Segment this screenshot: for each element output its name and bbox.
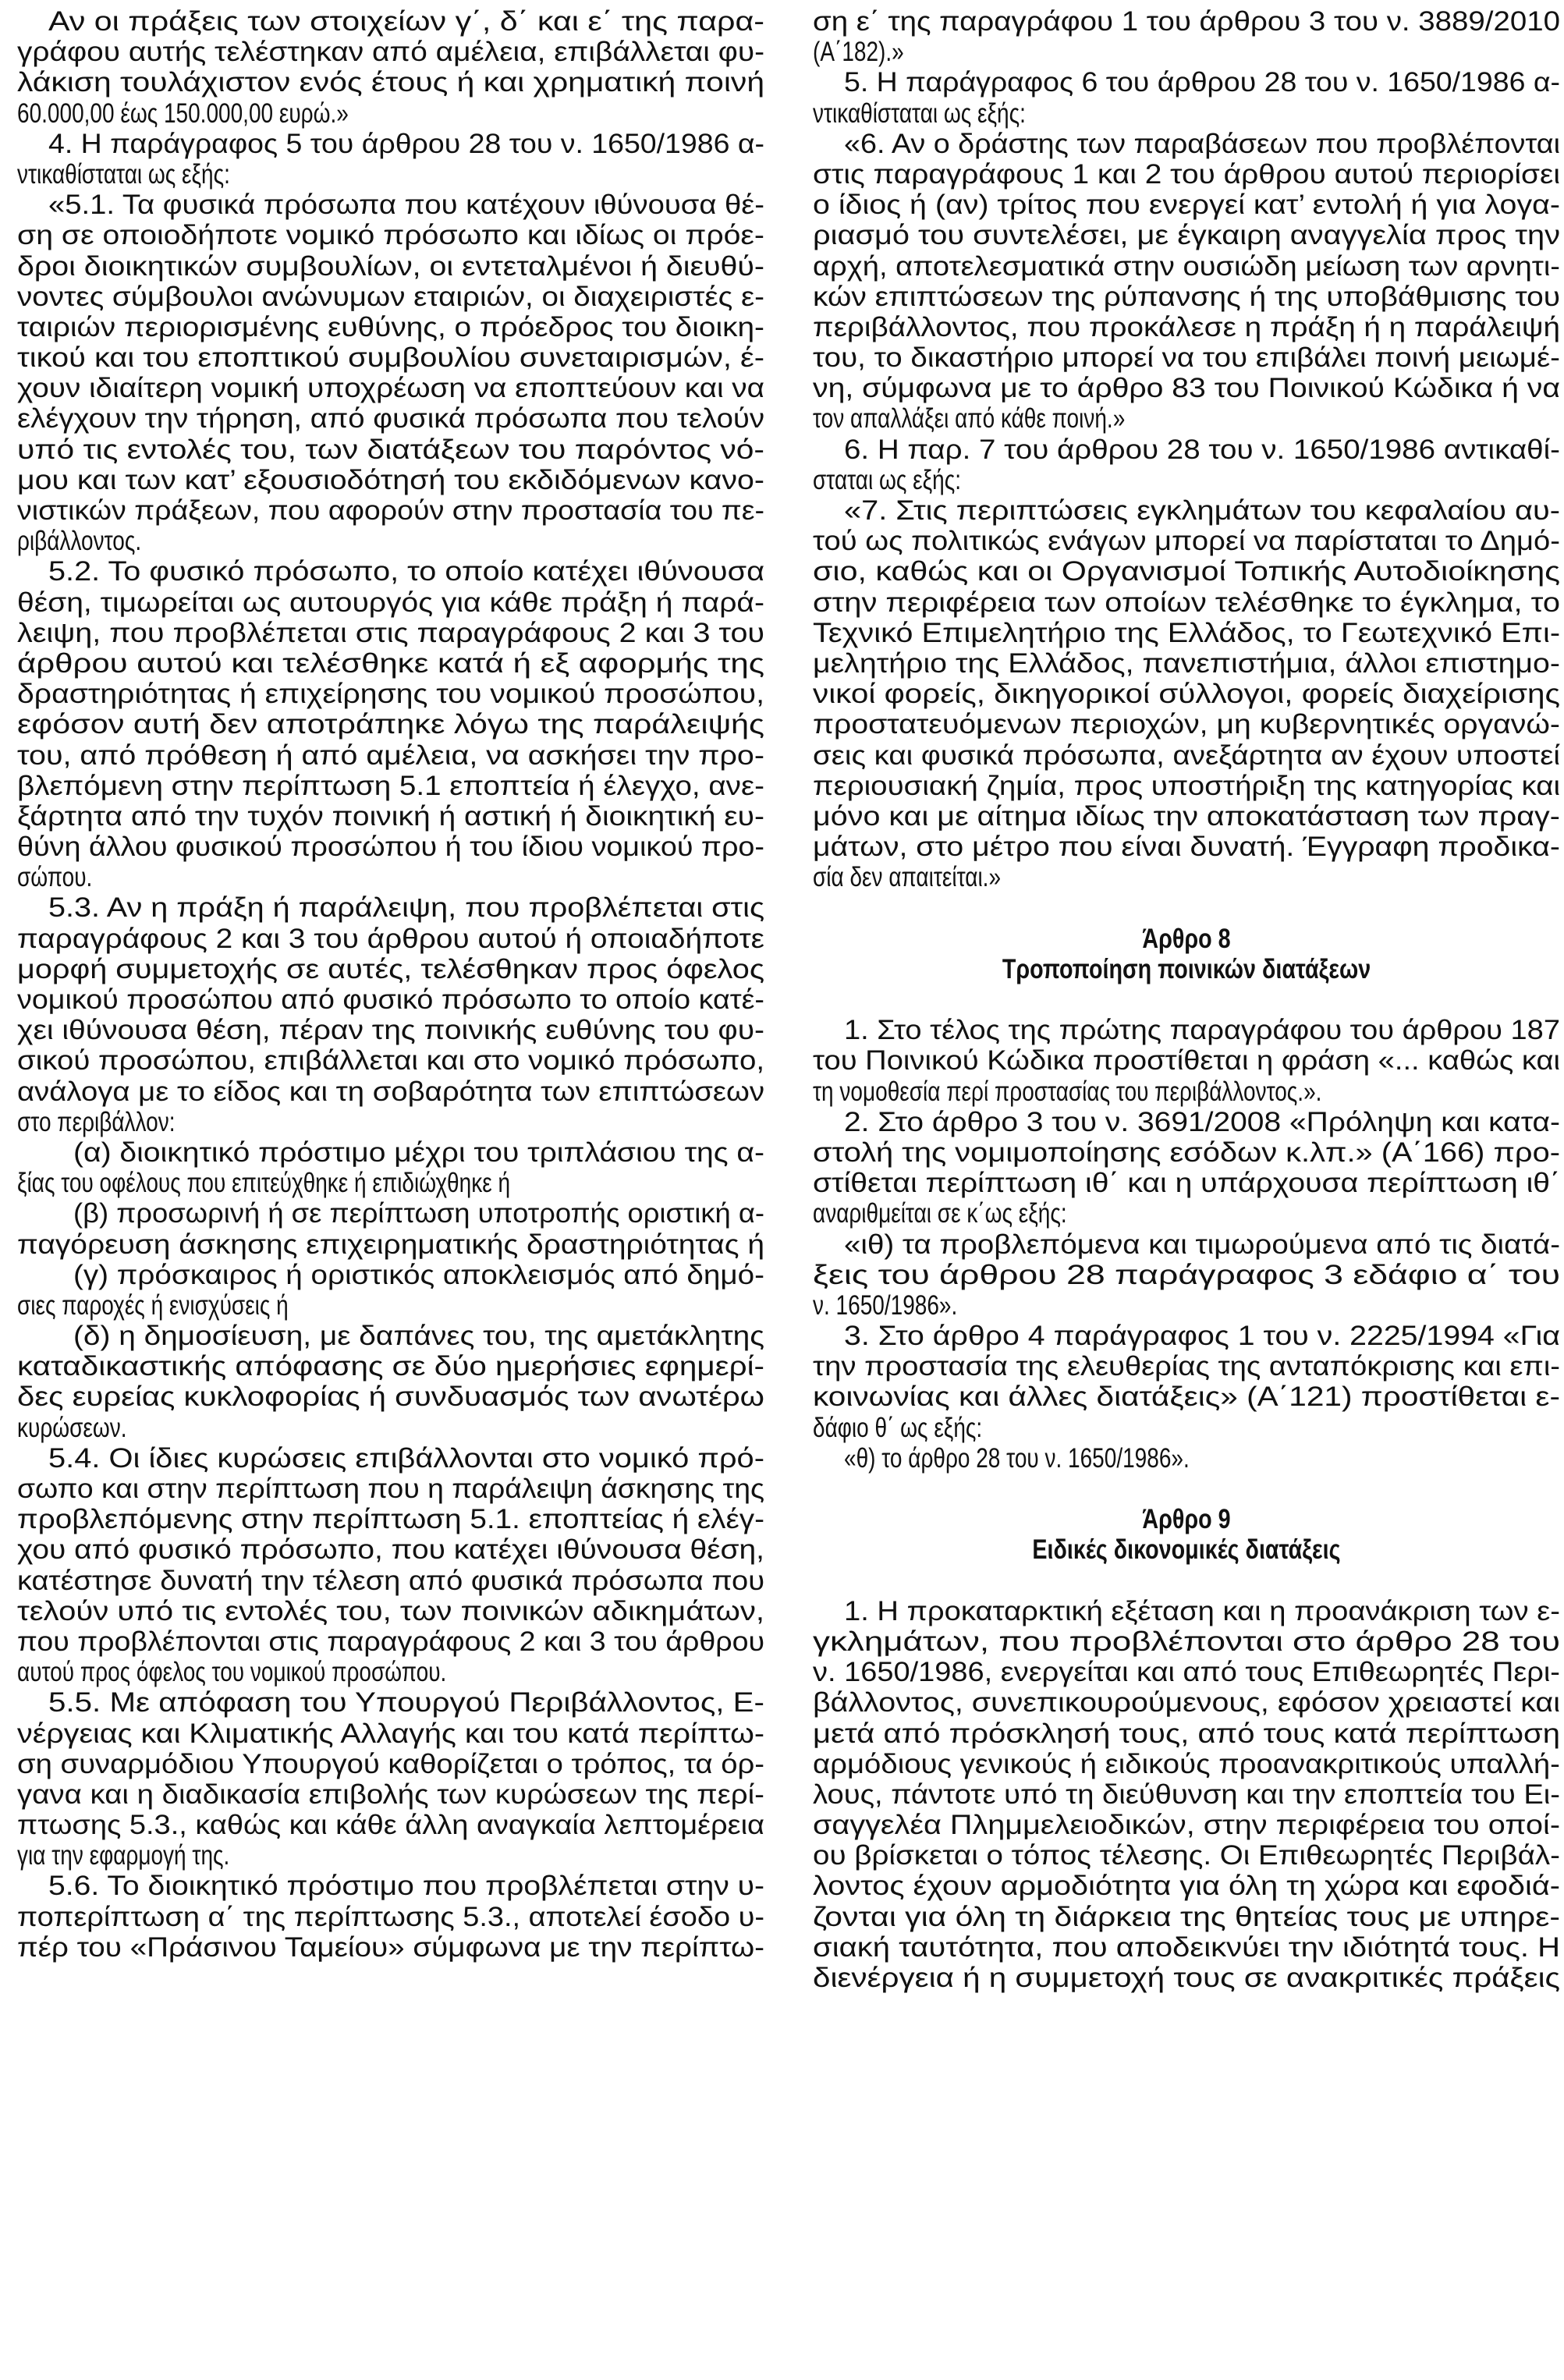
text-line bbox=[813, 67, 1560, 98]
text-line bbox=[17, 403, 764, 434]
text-line bbox=[813, 1076, 1560, 1107]
text-line-content: σαγγελέα Πλημμελειοδικών, στην περιφέρεια του οποί- bbox=[813, 1810, 1561, 1841]
text-line bbox=[813, 495, 1560, 526]
text-line-content: μάτων, στο μέτρο που είναι δυνατή. Έγγραφη προδικα- bbox=[813, 832, 1560, 863]
right-column bbox=[813, 6, 1560, 1993]
text-line-content: κοινωνίας και άλλες διατάξεις» (Α΄121) προστίθεται ε- bbox=[813, 1382, 1560, 1413]
text-line-content: 60.000,00 έως 150.000,00 ευρώ.» bbox=[17, 98, 349, 129]
text-line-content: κών επιπτώσεων της ρύπανσης ή της υποβάθμισης του bbox=[813, 281, 1561, 312]
text-line-content: ση συναρμόδιου Υπουργού καθορίζεται ο τρόπος, τα όρ- bbox=[17, 1748, 764, 1779]
text-line-content: ταιριών περιορισμένης ευθύνης, ο πρόεδρος του διοικη- bbox=[17, 311, 764, 342]
text-line-content: νιστικών πράξεων, που αφορούν στην προστασία του πε- bbox=[17, 495, 765, 526]
text-line bbox=[17, 1321, 764, 1351]
text-line bbox=[17, 1107, 764, 1137]
text-line bbox=[17, 1779, 764, 1810]
text-line-content: ξίας του οφέλους που επιτεύχθηκε ή επιδιώχθηκε ή bbox=[17, 1168, 511, 1199]
text-line bbox=[813, 1443, 1560, 1474]
article-9-body bbox=[813, 1596, 1560, 1993]
text-line bbox=[813, 1168, 1560, 1198]
text-line bbox=[813, 1932, 1560, 1963]
text-line-content: περιβάλλοντος, που προκάλεσε η πράξη ή η παράλειψή bbox=[813, 311, 1560, 342]
text-line bbox=[17, 1566, 764, 1596]
text-line bbox=[17, 648, 764, 679]
text-line-content: αναριθμείται σε κ΄ως εξής: bbox=[813, 1198, 1067, 1229]
text-line bbox=[17, 342, 764, 373]
text-line bbox=[17, 1902, 764, 1932]
text-line-content: στο περιβάλλον: bbox=[17, 1106, 176, 1137]
text-line bbox=[17, 465, 764, 495]
text-line bbox=[813, 801, 1560, 832]
text-line bbox=[813, 1687, 1560, 1718]
article-8-number: Άρθρο 8 bbox=[1142, 923, 1231, 954]
text-line bbox=[813, 1779, 1560, 1810]
text-line-content: 6. Η παρ. 7 του άρθρου 28 του ν. 1650/1986 αντικαθί- bbox=[844, 434, 1560, 465]
text-line-content: νομικού προσώπου από φυσικό πρόσωπο το οποίο κατέ- bbox=[17, 984, 764, 1015]
text-line-content: χουν ιδιαίτερη νομική υποχρέωση να εποπτεύουν και να bbox=[17, 373, 765, 404]
article-8-title: Τροποποίηση ποινικών διατάξεων bbox=[1002, 953, 1371, 984]
text-line-content: νικοί φορείς, δικηγορικοί σύλλογοι, φορείς διαχείρισης bbox=[813, 679, 1560, 710]
text-line bbox=[813, 1321, 1560, 1351]
text-line bbox=[17, 373, 764, 403]
text-line bbox=[813, 556, 1560, 587]
text-line-content: στις παραγράφους 1 και 2 του άρθρου αυτού περιορίσει bbox=[813, 158, 1560, 190]
text-line bbox=[813, 1290, 1560, 1321]
text-line bbox=[17, 924, 764, 954]
text-line-content: σταται ως εξής: bbox=[813, 464, 961, 495]
text-line-content: που προβλέπονται στις παραγράφους 2 και 3 του άρθρου bbox=[17, 1626, 765, 1657]
text-line bbox=[813, 526, 1560, 556]
text-line-content: (δ) η δημοσίευση, με δαπάνες του, της αμετάκλητης bbox=[73, 1321, 764, 1352]
text-line-content: ση ε΄ της παραγράφου 1 του άρθρου 3 του ν. 3889/2010 bbox=[813, 6, 1560, 37]
text-line bbox=[17, 1687, 764, 1718]
text-line-content: ν. 1650/1986». bbox=[813, 1289, 958, 1321]
text-line-content: «θ) το άρθρο 28 του ν. 1650/1986». bbox=[844, 1442, 1190, 1474]
text-line-content: (γ) πρόσκαιρος ή οριστικός αποκλεισμός από δημό- bbox=[73, 1259, 764, 1290]
text-line-content: (β) προσωρινή ή σε περίπτωση υποτροπής οριστική α- bbox=[73, 1198, 765, 1229]
text-line-content: 5.4. Οι ίδιες κυρώσεις επιβάλλονται στο νομικό πρό- bbox=[48, 1442, 764, 1474]
text-line-content: βλεπόμενη στην περίπτωση 5.1 εποπτεία ή έλεγχο, ανε- bbox=[17, 770, 765, 801]
text-line bbox=[813, 1413, 1560, 1443]
right-column-continuation bbox=[813, 6, 1560, 892]
text-line-content: «ιθ) τα προβλεπόμενα και τιμωρούμενα από τις διατά- bbox=[844, 1229, 1561, 1260]
text-line bbox=[17, 709, 764, 740]
text-line bbox=[17, 129, 764, 159]
text-line-content: 2. Στο άρθρο 3 του ν. 3691/2008 «Πρόληψη και κατα- bbox=[844, 1106, 1561, 1137]
text-line-content: ανάλογα με το είδος και τη σοβαρότητα των επιπτώσεων bbox=[17, 1076, 764, 1107]
text-line bbox=[813, 1045, 1560, 1076]
text-line bbox=[813, 37, 1560, 67]
text-line bbox=[17, 1168, 764, 1198]
text-line bbox=[813, 159, 1560, 190]
text-line bbox=[17, 587, 764, 618]
text-line bbox=[17, 1932, 764, 1963]
text-line bbox=[17, 1382, 764, 1412]
text-line bbox=[17, 1657, 764, 1687]
text-line-content: δροι διοικητικών συμβουλίων, οι εντεταλμένοι ή διευθύ- bbox=[17, 250, 765, 282]
text-line-content: «6. Αν ο δράστης των παραβάσεων που προβλέπονται bbox=[844, 128, 1561, 159]
text-line bbox=[813, 648, 1560, 679]
text-line-content: υπό τις εντολές του, των διατάξεων του παρόντος νό- bbox=[17, 434, 765, 465]
text-line-content: ριβάλλοντος. bbox=[17, 526, 142, 557]
text-line bbox=[813, 1810, 1560, 1840]
text-line bbox=[17, 679, 764, 709]
text-line bbox=[17, 771, 764, 801]
text-line-content: λοντος έχουν αρμοδιότητα για όλη τη χώρα και εφοδιά- bbox=[813, 1871, 1560, 1902]
spacer bbox=[813, 1566, 1560, 1596]
text-line-content: 5.6. Το διοικητικό πρόστιμο που προβλέπεται στην υ- bbox=[48, 1871, 765, 1902]
article-9-number: Άρθρο 9 bbox=[1142, 1504, 1231, 1535]
text-line-content: ξεις του άρθρου 28 παράγραφος 3 εδάφιο α΄ του bbox=[813, 1259, 1560, 1290]
text-line bbox=[17, 1626, 764, 1657]
text-line bbox=[813, 1382, 1560, 1412]
text-line bbox=[17, 801, 764, 832]
text-line-content: πτωσης 5.3., καθώς και κάθε άλλη αναγκαία λεπτομέρεια bbox=[17, 1810, 765, 1841]
text-line-content: σιες παροχές ή ενισχύσεις ή bbox=[17, 1289, 289, 1321]
text-line-content: άρθρου αυτού και τελέσθηκε κατά ή εξ αφορμής της bbox=[17, 647, 764, 679]
text-line bbox=[813, 373, 1560, 403]
text-line-content: κατέστησε δυνατή την τέλεση από φυσικά πρόσωπα που bbox=[17, 1565, 765, 1596]
text-line bbox=[813, 465, 1560, 495]
text-line-content: σώπου. bbox=[17, 862, 93, 893]
text-line-content: «7. Στις περιπτώσεις εγκλημάτων του κεφαλαίου αυ- bbox=[844, 495, 1560, 526]
text-line-content: δες ευρείας κυκλοφορίας ή συνδυασμός των ανωτέρω bbox=[17, 1382, 764, 1413]
text-line-content: του, το δικαστήριο μπορεί να του επιβάλει ποινή μειωμέ- bbox=[813, 342, 1560, 374]
text-line bbox=[17, 1810, 764, 1840]
text-line-content: χει ιθύνουσα θέση, πέραν της ποινικής ευθύνης του φυ- bbox=[17, 1015, 765, 1046]
text-line bbox=[17, 1474, 764, 1504]
text-line bbox=[813, 709, 1560, 740]
text-line bbox=[813, 862, 1560, 892]
text-line-content: μόνο και με αίτημα ιδίως την αποκατάσταση των πραγ- bbox=[813, 800, 1560, 832]
text-line-content: περιουσιακή ζημία, προς υποστήριξη της κατηγορίας και bbox=[813, 770, 1561, 801]
text-line bbox=[813, 1137, 1560, 1168]
text-line bbox=[17, 1718, 764, 1749]
text-line bbox=[17, 190, 764, 220]
text-line bbox=[17, 1260, 764, 1290]
text-line-content: δάφιο θ΄ ως εξής: bbox=[813, 1412, 983, 1443]
text-line-content: 5.3. Αν η πράξη ή παράλειψη, που προβλέπεται στις bbox=[48, 892, 765, 924]
text-line-content: σία δεν απαιτείται.» bbox=[813, 862, 1002, 893]
article-8-body bbox=[813, 1015, 1560, 1474]
text-line-content: στην περιφέρεια των οποίων τελέσθηκε το έγκλημα, το bbox=[813, 587, 1560, 618]
text-line bbox=[17, 1534, 764, 1565]
text-line-content: τικού και του εποπτικού συμβουλίου συνεταιρισμών, έ- bbox=[17, 342, 765, 374]
text-line-content: πέρ του «Πράσινου Ταμείου» σύμφωνα με την περίπτω- bbox=[17, 1931, 765, 1963]
text-line bbox=[17, 37, 764, 67]
text-line bbox=[17, 1596, 764, 1626]
text-line-content: ντικαθίσταται ως εξής: bbox=[17, 158, 230, 190]
text-line bbox=[17, 618, 764, 648]
text-line bbox=[813, 1107, 1560, 1137]
text-line-content: μορφή συμμετοχής σε αυτές, τελέσθηκαν προς όφελος bbox=[17, 953, 764, 984]
text-line bbox=[813, 1871, 1560, 1901]
spacer bbox=[813, 892, 1560, 923]
text-line bbox=[17, 312, 764, 342]
text-line-content: ριασμό του συντελέσει, με έγκαιρη αναγγελία προς την bbox=[813, 220, 1560, 251]
text-line bbox=[17, 1504, 764, 1534]
text-line bbox=[813, 435, 1560, 465]
text-line bbox=[813, 129, 1560, 159]
text-line-content: καταδικαστικής απόφασης σε δύο ημερήσιες εφημερί- bbox=[17, 1351, 764, 1382]
text-line-content: ντικαθίσταται ως εξής: bbox=[813, 98, 1026, 129]
text-line-content: σικού προσώπου, επιβάλλεται και στο νομικό πρόσωπο, bbox=[17, 1045, 765, 1076]
text-line bbox=[813, 1626, 1560, 1657]
text-line bbox=[17, 67, 764, 98]
spacer bbox=[813, 984, 1560, 1015]
text-line-content: προστατευόμενων περιοχών, μη κυβερνητικές οργανώ- bbox=[813, 709, 1560, 740]
text-line-content: αρμόδιους γενικούς ή ειδικούς προανακριτικούς υπαλλή- bbox=[813, 1748, 1560, 1779]
text-line bbox=[813, 312, 1560, 342]
text-line bbox=[813, 342, 1560, 373]
text-line-content: τού ως πολιτικώς ενάγων μπορεί να παρίσταται το Δημό- bbox=[813, 526, 1560, 557]
text-line-content: 5.2. Το φυσικό πρόσωπο, το οποίο κατέχει ιθύνουσα bbox=[48, 556, 765, 587]
text-line-content: Αν οι πράξεις των στοιχείων γ΄, δ΄ και ε΄ της παρα- bbox=[48, 6, 765, 37]
text-line-content: την προστασία της ελευθερίας της ανταπόκρισης και επι- bbox=[813, 1351, 1561, 1382]
text-line-content: σωπο και στην περίπτωση που η παράλειψη άσκησης της bbox=[17, 1474, 764, 1504]
text-line-content: τη νομοθεσία περί προστασίας του περιβάλλοντος.». bbox=[813, 1076, 1322, 1107]
text-line bbox=[17, 1749, 764, 1779]
text-line-content: 1. Στο τέλος της πρώτης παραγράφου του άρθρου 187 bbox=[844, 1015, 1560, 1046]
text-line bbox=[17, 6, 764, 37]
text-line-content: δραστηριότητας ή επιχείρησης του νομικού προσώπου, bbox=[17, 679, 764, 710]
text-line bbox=[17, 1290, 764, 1321]
text-line-content: γράφου αυτής τελέστηκαν από αμέλεια, επιβάλλεται φυ- bbox=[17, 37, 765, 68]
text-line-content: μου και των κατ’ εξουσιοδότησή του εκδιδόμενων κανο- bbox=[17, 464, 764, 495]
text-line bbox=[813, 832, 1560, 862]
text-line-content: 3. Στο άρθρο 4 παράγραφος 1 του ν. 2225/1994 «Για bbox=[844, 1321, 1560, 1352]
text-line-content: ν. 1650/1986, ενεργείται και από τους Επιθεωρητές Περι- bbox=[813, 1657, 1560, 1688]
text-line bbox=[813, 1749, 1560, 1779]
left-column bbox=[17, 6, 764, 1963]
text-line-content: του Ποινικού Κώδικα προστίθεται η φράση «... καθώς και bbox=[813, 1045, 1560, 1076]
text-line-content: εφόσον αυτή δεν αποτράπηκε λόγω της παράλειψής bbox=[17, 709, 764, 740]
text-line bbox=[813, 1840, 1560, 1871]
text-line bbox=[17, 1351, 764, 1382]
text-line bbox=[17, 435, 764, 465]
text-line bbox=[813, 1657, 1560, 1687]
text-line bbox=[17, 1076, 764, 1107]
text-line bbox=[813, 1963, 1560, 1993]
text-line bbox=[17, 159, 764, 190]
text-line bbox=[813, 403, 1560, 434]
text-line-content: στολή της νομιμοποίησης εσόδων κ.λπ.» (Α΄166) προ- bbox=[813, 1137, 1560, 1168]
text-line-content: νέργειας και Κλιματικής Αλλαγής και του κατά περίπτω- bbox=[17, 1718, 764, 1749]
text-line-content: θύνη άλλου φυσικού προσώπου ή του ίδιου νομικού προ- bbox=[17, 832, 764, 863]
text-line bbox=[813, 679, 1560, 709]
text-line bbox=[813, 1260, 1560, 1290]
article-9-title: Ειδικές δικονομικές διατάξεις bbox=[1032, 1534, 1341, 1566]
text-line bbox=[813, 771, 1560, 801]
text-line bbox=[813, 251, 1560, 282]
text-line bbox=[813, 6, 1560, 37]
text-line bbox=[17, 526, 764, 556]
text-line-content: παγόρευση άσκησης επιχειρηματικής δραστηριότητας ή bbox=[17, 1229, 765, 1260]
text-line-content: αρχή, αποτελεσματικά στην ουσιώδη μείωση των αρνητι- bbox=[813, 250, 1561, 282]
text-line bbox=[17, 740, 764, 771]
text-line-content: ζονται για όλη τη διάρκεια της θητείας τους με υπηρε- bbox=[813, 1901, 1560, 1932]
text-line bbox=[17, 832, 764, 862]
text-line bbox=[813, 1902, 1560, 1932]
text-line bbox=[17, 220, 764, 250]
text-line bbox=[813, 1198, 1560, 1229]
text-line bbox=[17, 1840, 764, 1871]
text-line bbox=[17, 1137, 764, 1168]
text-line bbox=[17, 1198, 764, 1229]
text-line bbox=[17, 495, 764, 526]
text-line-content: γκλημάτων, που προβλέπονται στο άρθρο 28 του bbox=[813, 1626, 1560, 1657]
text-line bbox=[813, 618, 1560, 648]
text-line-content: του, από πρόθεση ή από αμέλεια, να ασκήσει την προ- bbox=[17, 740, 764, 771]
text-line bbox=[17, 1413, 764, 1443]
text-line bbox=[813, 282, 1560, 312]
text-line bbox=[17, 892, 764, 923]
text-line bbox=[17, 1871, 764, 1901]
text-line bbox=[813, 220, 1560, 250]
text-line-content: «5.1. Τα φυσικά πρόσωπα που κατέχουν ιθύνουσα θέ- bbox=[48, 190, 765, 221]
text-line-content: ελέγχουν την τήρηση, από φυσικά πρόσωπα που τελούν bbox=[17, 403, 765, 435]
text-line-content: παραγράφους 2 και 3 του άρθρου αυτού ή οποιαδήποτε bbox=[17, 923, 764, 954]
text-line-content: 1. Η προκαταρκτική εξέταση και η προανάκριση των ε- bbox=[844, 1595, 1560, 1626]
text-line bbox=[17, 1229, 764, 1260]
text-line bbox=[17, 1045, 764, 1076]
text-line bbox=[17, 1015, 764, 1045]
text-line bbox=[813, 1596, 1560, 1626]
text-line bbox=[813, 587, 1560, 618]
text-line bbox=[17, 954, 764, 984]
text-line-content: βάλλοντος, συνεπικουρούμενους, εφόσον χρειαστεί και bbox=[813, 1687, 1560, 1718]
text-line-content: Τεχνικό Επιμελητήριο της Ελλάδος, το Γεωτεχνικό Επι- bbox=[813, 617, 1561, 648]
text-line-content: κυρώσεων. bbox=[17, 1412, 127, 1443]
text-line-content: σεις και φυσικά πρόσωπα, ανεξάρτητα αν έχουν υποστεί bbox=[813, 740, 1560, 771]
text-line bbox=[17, 862, 764, 892]
text-line-content: μελητήριο της Ελλάδος, πανεπιστήμια, άλλοι επιστημο- bbox=[813, 647, 1560, 679]
text-line bbox=[813, 1351, 1560, 1382]
text-line-content: ου βρίσκεται ο τόπος τέλεσης. Οι Επιθεωρητές Περιβάλ- bbox=[813, 1840, 1560, 1871]
text-line-content: λειψη, που προβλέπεται στις παραγράφους 2 και 3 του bbox=[17, 617, 765, 648]
text-line-content: ποπερίπτωση α΄ της περίπτωσης 5.3., αποτελεί έσοδο υ- bbox=[17, 1901, 764, 1932]
text-line bbox=[17, 98, 764, 129]
text-line bbox=[17, 282, 764, 312]
text-line-content: ο ίδιος ή (αν) τρίτος που ενεργεί κατ’ εντολή ή για λογα- bbox=[813, 190, 1560, 221]
text-line-content: ξάρτητα από την τυχόν ποινική ή αστική ή διοικητική ευ- bbox=[17, 800, 765, 832]
text-line-content: προβλεπόμενης στην περίπτωση 5.1. εποπτείας ή ελέγ- bbox=[17, 1504, 764, 1535]
text-line-content: στίθεται περίπτωση ιθ΄ και η υπάρχουσα περίπτωση ιθ΄ bbox=[813, 1168, 1561, 1199]
text-line-content: (Α΄182).» bbox=[813, 37, 904, 68]
text-line bbox=[17, 251, 764, 282]
text-line bbox=[17, 984, 764, 1015]
text-line-content: 4. Η παράγραφος 5 του άρθρου 28 του ν. 1650/1986 α- bbox=[48, 128, 764, 159]
text-line bbox=[813, 1718, 1560, 1749]
text-line-content: για την εφαρμογή της. bbox=[17, 1840, 230, 1871]
text-line-content: τον απαλλάξει από κάθε ποινή.» bbox=[813, 403, 1126, 435]
text-line-content: διενέργεια ή η συμμετοχή τους σε ανακριτικές πράξεις bbox=[813, 1963, 1561, 1993]
text-line-content: λους, πάντοτε υπό τη διεύθυνση και την εποπτεία του Ει- bbox=[813, 1779, 1561, 1810]
text-line bbox=[17, 1443, 764, 1474]
text-line-content: μετά από πρόσκλησή τους, από τους κατά περίπτωση bbox=[813, 1718, 1560, 1749]
text-line-content: ση σε οποιοδήποτε νομικό πρόσωπο και ιδίως οι πρόε- bbox=[17, 220, 764, 251]
text-line-content: 5.5. Με απόφαση του Υπουργού Περιβάλλοντος, Ε- bbox=[48, 1687, 765, 1718]
text-line bbox=[813, 190, 1560, 220]
text-line-content: (α) διοικητικό πρόστιμο μέχρι του τριπλάσιου της α- bbox=[73, 1137, 764, 1168]
text-line-content: τελούν υπό τις εντολές του, των ποινικών αδικημάτων, bbox=[17, 1595, 764, 1626]
text-line bbox=[813, 98, 1560, 129]
text-line-content: σιο, καθώς και οι Οργανισμοί Τοπικής Αυτοδιοίκησης bbox=[813, 556, 1561, 587]
text-line-content: σιακή ταυτότητα, που αποδεικνύει την ιδιότητά τους. Η bbox=[813, 1931, 1561, 1963]
text-line bbox=[813, 740, 1560, 771]
text-line-content: νοντες σύμβουλοι ανώνυμων εταιριών, οι διαχειριστές ε- bbox=[17, 281, 765, 312]
text-line-content: 5. Η παράγραφος 6 του άρθρου 28 του ν. 1650/1986 α- bbox=[844, 67, 1560, 98]
text-line-content: γανα και η διαδικασία επιβολής των κυρώσεων της περί- bbox=[17, 1779, 764, 1810]
text-line bbox=[813, 1229, 1560, 1260]
text-line bbox=[17, 556, 764, 587]
spacer bbox=[813, 1474, 1560, 1504]
text-line-content: νη, σύμφωνα με το άρθρο 83 του Ποινικού Κώδικα ή να bbox=[813, 373, 1560, 404]
text-line-content: θέση, τιμωρείται ως αυτουργός για κάθε πράξη ή παρά- bbox=[17, 587, 764, 618]
text-line bbox=[813, 1015, 1560, 1045]
text-line-content: λάκιση τουλάχιστον ενός έτους ή και χρηματική ποινή bbox=[17, 67, 765, 98]
text-line-content: χου από φυσικό πρόσωπο, που κατέχει ιθύνουσα θέση, bbox=[17, 1534, 765, 1566]
text-line-content: αυτού προς όφελος του νομικού προσώπου. bbox=[17, 1657, 447, 1688]
